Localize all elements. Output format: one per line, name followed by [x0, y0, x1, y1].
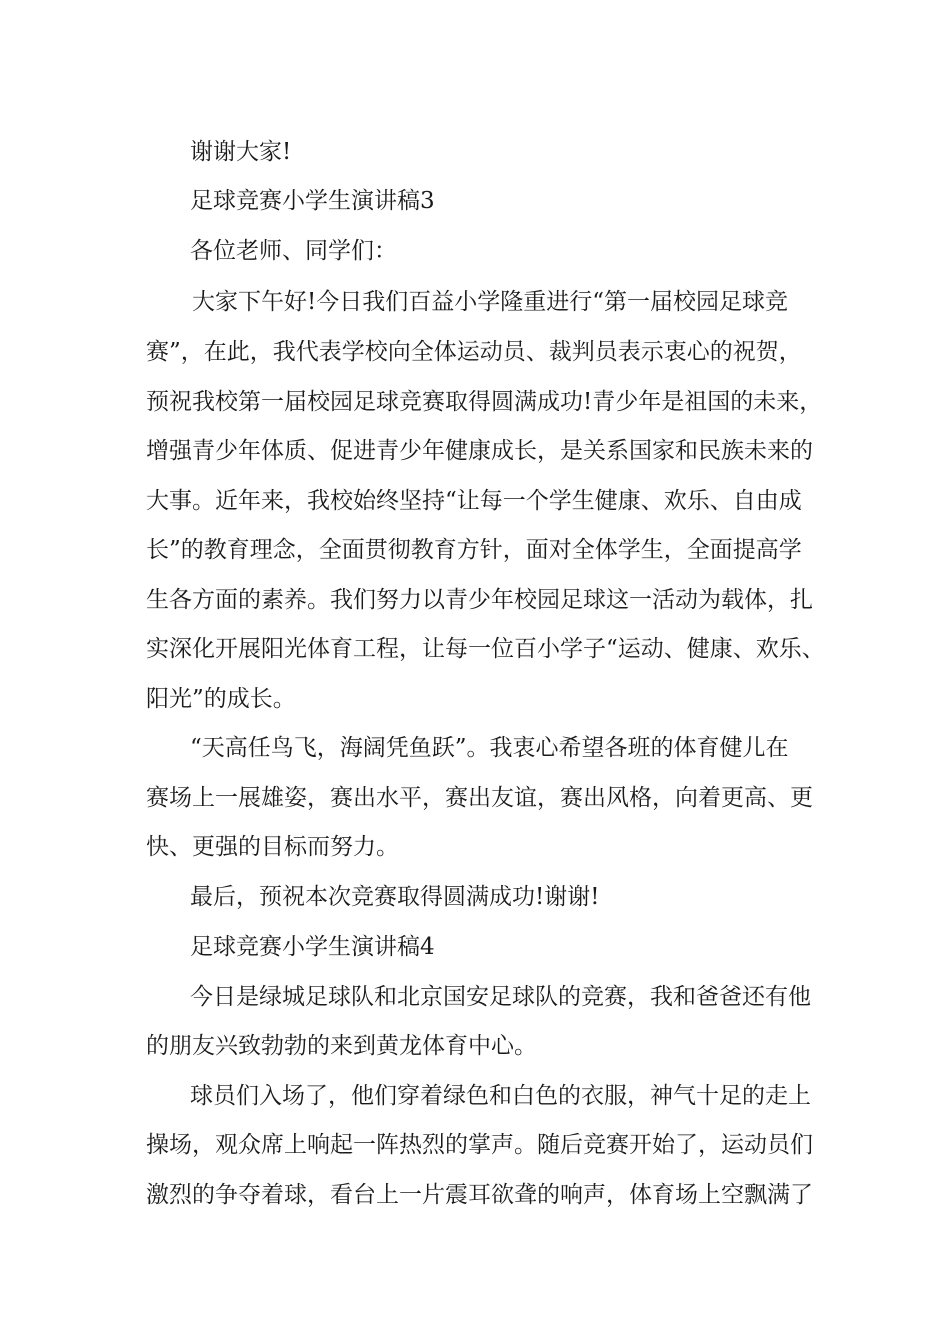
salutation: 各位老师、同学们：	[190, 238, 397, 264]
section-heading-3: 足球竞赛小学生演讲稿3	[190, 188, 435, 214]
paragraph-line: 预祝我校第一届校园足球竞赛取得圆满成功!青少年是祖国的未来，	[146, 389, 823, 415]
paragraph-line: 操场，观众席上响起一阵热烈的掌声。随后竞赛开始了，运动员们	[146, 1132, 813, 1158]
paragraph-line: 实深化开展阳光体育工程，让每一位百小学子“运动、健康、欢乐、	[146, 636, 825, 662]
paragraph-line: 最后，预祝本次竞赛取得圆满成功!谢谢!	[190, 884, 600, 910]
paragraph-line: 赛”，在此，我代表学校向全体运动员、裁判员表示衷心的祝贺，	[146, 339, 802, 365]
paragraph-line: 阳光”的成长。	[146, 686, 296, 712]
paragraph-line: “天高任鸟飞，海阔凭鱼跃”。我衷心希望各班的体育健儿在	[190, 735, 789, 761]
paragraph-line: 快、更强的目标而努力。	[146, 834, 399, 860]
paragraph-line: 的朋友兴致勃勃的来到黄龙体育中心。	[146, 1033, 537, 1059]
closing-thanks: 谢谢大家!	[190, 139, 292, 165]
paragraph-line: 长”的教育理念，全面贯彻教育方针，面对全体学生，全面提高学	[146, 537, 802, 563]
paragraph-line: 球员们入场了，他们穿着绿色和白色的衣服，神气十足的走上	[190, 1083, 811, 1109]
paragraph-line: 大家下午好!今日我们百益小学隆重进行“第一届校园足球竞	[192, 289, 789, 315]
paragraph-line: 增强青少年体质、促进青少年健康成长，是关系国家和民族未来的	[146, 438, 813, 464]
paragraph-line: 生各方面的素养。我们努力以青少年校园足球这一活动为载体，扎	[146, 587, 813, 613]
paragraph-line: 大事。近年来，我校始终坚持“让每一个学生健康、欢乐、自由成	[146, 488, 802, 514]
section-heading-4: 足球竞赛小学生演讲稿4	[190, 934, 435, 960]
paragraph-line: 激烈的争夺着球，看台上一片震耳欲聋的响声，体育场上空飘满了	[146, 1182, 813, 1208]
paragraph-line: 赛场上一展雄姿，赛出水平，赛出友谊，赛出风格，向着更高、更	[146, 785, 813, 811]
paragraph-line: 今日是绿城足球队和北京国安足球队的竞赛，我和爸爸还有他	[190, 984, 811, 1010]
